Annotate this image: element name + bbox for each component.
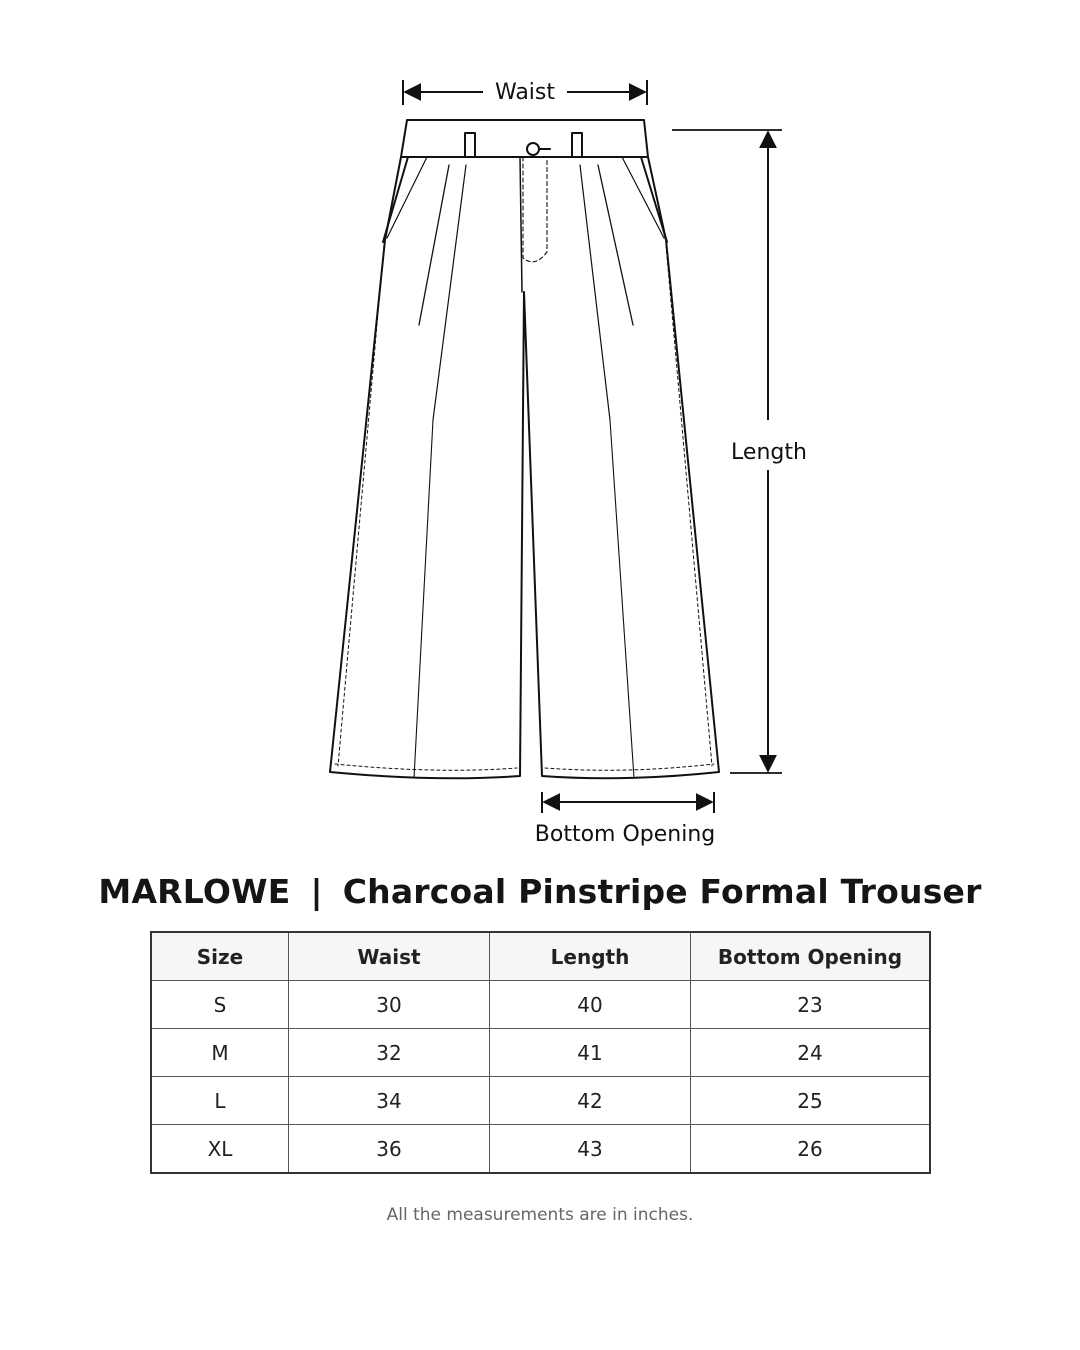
- cell-size: L: [151, 1077, 289, 1125]
- column-header-bottom-opening: Bottom Opening: [691, 932, 931, 981]
- table-row: [151, 1125, 930, 1174]
- cell-waist: 30: [289, 981, 490, 1029]
- product-title: [0, 872, 1080, 911]
- trouser-illustration-icon: [330, 120, 719, 778]
- cell-waist: 34: [289, 1077, 490, 1125]
- title-separator: |: [310, 872, 323, 911]
- column-header-waist: Waist: [289, 932, 490, 981]
- cell-length: 41: [490, 1029, 691, 1077]
- column-header-length: Length: [490, 932, 691, 981]
- waist-dimension: [403, 80, 647, 105]
- cell-size: XL: [151, 1125, 289, 1174]
- cell-waist: 32: [289, 1029, 490, 1077]
- bottom-opening-label: Bottom Opening: [534, 822, 716, 847]
- waist-label: Waist: [494, 80, 556, 105]
- table-row: [151, 1077, 930, 1125]
- size-chart-table: [150, 931, 931, 1174]
- cell-length: 40: [490, 981, 691, 1029]
- cell-waist: 36: [289, 1125, 490, 1174]
- product-name: Charcoal Pinstripe Formal Trouser: [342, 872, 982, 911]
- brand-name: MARLOWE: [98, 872, 291, 911]
- table-row: [151, 981, 930, 1029]
- cell-bottom-opening: 24: [691, 1029, 931, 1077]
- table-row: [151, 1029, 930, 1077]
- cell-bottom-opening: 23: [691, 981, 931, 1029]
- cell-length: 43: [490, 1125, 691, 1174]
- cell-size: S: [151, 981, 289, 1029]
- column-header-size: Size: [151, 932, 289, 981]
- cell-bottom-opening: 25: [691, 1077, 931, 1125]
- measurement-footnote: All the measurements are in inches.: [386, 1205, 694, 1225]
- cell-bottom-opening: 26: [691, 1125, 931, 1174]
- cell-size: M: [151, 1029, 289, 1077]
- cell-length: 42: [490, 1077, 691, 1125]
- table-header-row: [151, 932, 930, 981]
- length-label: Length: [731, 440, 807, 465]
- bottom-opening-dimension: [535, 792, 715, 847]
